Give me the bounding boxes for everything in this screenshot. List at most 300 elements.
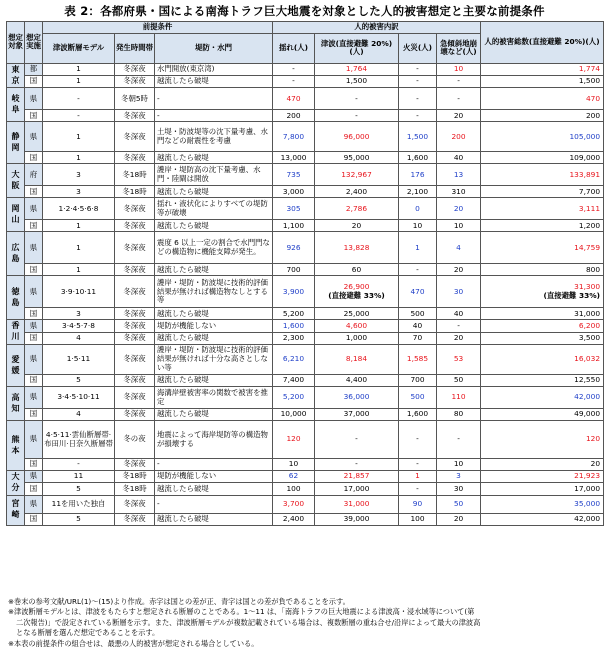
prefecture-name: 宮崎 — [7, 495, 25, 525]
fire-cell: 0 — [399, 198, 437, 220]
table-row — [7, 76, 604, 88]
tsunami-model-cell: 4·5·11·雲仙断層帯·布田川·日奈久断層帯 — [43, 421, 115, 459]
tsunami-value: 31,000 — [343, 498, 370, 508]
tsunami-model-cell: 1 — [43, 220, 115, 232]
tsunami-cell — [315, 459, 399, 471]
slope-cell: 10 — [437, 459, 481, 471]
prefecture-name: 徳島 — [7, 276, 25, 320]
shaking-cell: 100 — [273, 483, 315, 495]
time-cell: 冬深夜 — [115, 264, 155, 276]
time-cell: 冬深夜 — [115, 409, 155, 421]
tsunami-cell — [315, 276, 399, 308]
header-target: 想定対象 — [7, 22, 25, 64]
total-cell — [481, 459, 604, 471]
table-row — [7, 198, 604, 220]
levee-cell: 越流したら破堤 — [155, 409, 273, 421]
total-value: 42,000 — [574, 513, 601, 523]
levee-cell: 海溝岸壁被害率の関数で被害を推定 — [155, 387, 273, 409]
slope-cell: - — [437, 76, 481, 88]
slope-cell: 30 — [437, 276, 481, 308]
total-cell — [481, 88, 604, 110]
tsunami-cell — [315, 88, 399, 110]
fire-cell: - — [399, 459, 437, 471]
time-cell: 冬18時 — [115, 186, 155, 198]
tsunami-model-cell: 11 — [43, 471, 115, 483]
total-value: 1,200 — [578, 220, 601, 230]
implementer-cell: 国 — [25, 513, 43, 525]
fire-cell: 70 — [399, 332, 437, 344]
tsunami-model-cell: 1 — [43, 63, 115, 75]
header-levee: 堤防・水門 — [155, 33, 273, 63]
time-cell: 冬深夜 — [115, 152, 155, 164]
slope-cell: - — [437, 320, 481, 332]
total-value: 49,000 — [574, 409, 601, 419]
time-cell: 冬18時 — [115, 164, 155, 186]
table-row — [7, 264, 604, 276]
fire-cell: 1,585 — [399, 345, 437, 375]
fire-cell: - — [399, 110, 437, 122]
fire-cell: 100 — [399, 513, 437, 525]
total-value: 470 — [585, 93, 601, 103]
time-cell: 冬深夜 — [115, 276, 155, 308]
total-cell — [481, 471, 604, 483]
time-cell: 冬の夜 — [115, 421, 155, 459]
tsunami-value: 8,184 — [345, 354, 368, 364]
prefecture-name: 高知 — [7, 387, 25, 421]
shaking-cell: 5,200 — [273, 308, 315, 320]
header-damage-breakdown: 人的被害内訳 — [273, 22, 481, 34]
prefecture-name: 岐阜 — [7, 88, 25, 122]
tsunami-value: 37,000 — [343, 409, 370, 419]
implementer-cell: 県 — [25, 198, 43, 220]
tsunami-model-cell: - — [43, 459, 115, 471]
shaking-cell: - — [273, 76, 315, 88]
total-value: 31,300 — [574, 282, 601, 292]
time-cell: 冬深夜 — [115, 320, 155, 332]
levee-cell: 護岸・堤防・防波堤に技術的評価結果が無ければ十分な高さとしない等 — [155, 345, 273, 375]
fire-cell: 500 — [399, 308, 437, 320]
tsunami-model-cell: 5 — [43, 375, 115, 387]
slope-cell: 53 — [437, 345, 481, 375]
total-sub: (直接避難 33%) — [543, 290, 601, 300]
tsunami-cell — [315, 332, 399, 344]
shaking-cell: 120 — [273, 421, 315, 459]
levee-cell: 越流したら破堤 — [155, 264, 273, 276]
shaking-cell: 6,210 — [273, 345, 315, 375]
slope-cell: 50 — [437, 495, 481, 513]
levee-cell: - — [155, 495, 273, 513]
time-cell: 冬朝5時 — [115, 88, 155, 110]
tsunami-value: 1,000 — [345, 332, 368, 342]
levee-cell: 地震によって海岸堤防等の構造物が損壊する — [155, 421, 273, 459]
time-cell: 冬深夜 — [115, 232, 155, 264]
tsunami-value: 13,828 — [343, 242, 370, 252]
implementer-cell: 県 — [25, 122, 43, 152]
shaking-cell: 1,600 — [273, 320, 315, 332]
slope-cell: 10 — [437, 220, 481, 232]
implementer-cell: 国 — [25, 483, 43, 495]
time-cell: 冬18時 — [115, 471, 155, 483]
header-time: 発生時間帯 — [115, 33, 155, 63]
time-cell: 冬深夜 — [115, 110, 155, 122]
total-value: 120 — [585, 434, 601, 444]
table-row — [7, 110, 604, 122]
prefecture-name: 香川 — [7, 320, 25, 345]
tsunami-model-cell: 3·4·5·10·11 — [43, 387, 115, 409]
tsunami-value: 20 — [351, 220, 362, 230]
total-cell — [481, 76, 604, 88]
header-total: 人的被害総数(直接避難 20%)(人) — [481, 22, 604, 64]
table-row — [7, 122, 604, 152]
footnote: となる断層を選んだ想定であることを示す。 — [16, 628, 160, 638]
total-cell — [481, 409, 604, 421]
tsunami-model-cell: - — [43, 110, 115, 122]
tsunami-model-cell: 1·5·11 — [43, 345, 115, 375]
tsunami-cell — [315, 421, 399, 459]
levee-cell: 越流したら破堤 — [155, 308, 273, 320]
levee-cell: 越流したら破堤 — [155, 76, 273, 88]
implementer-cell: 県 — [25, 495, 43, 513]
slope-cell: 80 — [437, 409, 481, 421]
table-row — [7, 164, 604, 186]
tsunami-model-cell: 1 — [43, 76, 115, 88]
tsunami-cell — [315, 320, 399, 332]
fire-cell: 10 — [399, 220, 437, 232]
implementer-cell: 県 — [25, 421, 43, 459]
implementer-cell: 国 — [25, 332, 43, 344]
slope-cell: 20 — [437, 513, 481, 525]
total-value: 200 — [585, 110, 601, 120]
tsunami-cell — [315, 122, 399, 152]
time-cell: 冬深夜 — [115, 76, 155, 88]
time-cell: 冬深夜 — [115, 345, 155, 375]
tsunami-cell — [315, 387, 399, 409]
slope-cell: 200 — [437, 122, 481, 152]
shaking-cell: 62 — [273, 471, 315, 483]
table-row — [7, 495, 604, 513]
fire-cell: - — [399, 88, 437, 110]
total-value: 109,000 — [569, 152, 601, 162]
time-cell: 冬深夜 — [115, 63, 155, 75]
implementer-cell: 国 — [25, 186, 43, 198]
header-fire: 火災(人) — [399, 33, 437, 63]
total-cell — [481, 495, 604, 513]
shaking-cell: 735 — [273, 164, 315, 186]
tsunami-value: 132,967 — [341, 169, 372, 179]
total-cell — [481, 320, 604, 332]
prefecture-name: 静岡 — [7, 122, 25, 164]
total-cell — [481, 483, 604, 495]
tsunami-value: 25,000 — [343, 308, 370, 318]
tsunami-model-cell: - — [43, 88, 115, 110]
total-value: 17,000 — [574, 483, 601, 493]
table-row — [7, 152, 604, 164]
tsunami-value: - — [355, 459, 358, 469]
fire-cell: 1 — [399, 232, 437, 264]
shaking-cell: 3,000 — [273, 186, 315, 198]
tsunami-model-cell: 3·4·5·7·8 — [43, 320, 115, 332]
prefecture-name: 岡山 — [7, 198, 25, 232]
tsunami-model-cell: 3·9·10·11 — [43, 276, 115, 308]
table-row — [7, 421, 604, 459]
fire-cell: 470 — [399, 276, 437, 308]
slope-cell: 30 — [437, 483, 481, 495]
table-row — [7, 483, 604, 495]
implementer-cell: 国 — [25, 110, 43, 122]
tsunami-model-cell: 5 — [43, 513, 115, 525]
levee-cell: 護岸・堤防高の沈下量考慮、水門・陸閘は開放 — [155, 164, 273, 186]
total-cell — [481, 387, 604, 409]
shaking-cell: 1,100 — [273, 220, 315, 232]
shaking-cell: 2,400 — [273, 513, 315, 525]
header-tsunami: 津波(直接避難 20%)(人) — [315, 33, 399, 63]
table-row — [7, 387, 604, 409]
total-value: 16,032 — [574, 354, 601, 364]
tsunami-value: 95,000 — [343, 152, 370, 162]
total-cell — [481, 152, 604, 164]
table-row — [7, 409, 604, 421]
levee-cell: 護岸・堤防・防波堤に技術的評価結果が無ければ構造物なしとする等 — [155, 276, 273, 308]
tsunami-cell — [315, 220, 399, 232]
tsunami-model-cell: 1·2·4·5·6·8 — [43, 198, 115, 220]
shaking-cell: 5,200 — [273, 387, 315, 409]
fire-cell: 500 — [399, 387, 437, 409]
implementer-cell: 県 — [25, 232, 43, 264]
tsunami-cell — [315, 63, 399, 75]
implementer-cell: 県 — [25, 387, 43, 409]
footnote: ※津波断層モデルとは、津波をもたらすと想定される断層のことである。1～11 は、「南海トラフの巨大地震による津波高・浸水域等について(第 — [8, 607, 475, 617]
levee-cell: 揺れ・液状化によりすべての堤防等が破壊 — [155, 198, 273, 220]
fire-cell: 1,500 — [399, 122, 437, 152]
tsunami-value: 39,000 — [343, 513, 370, 523]
levee-cell: - — [155, 459, 273, 471]
time-cell: 冬深夜 — [115, 459, 155, 471]
total-value: 31,000 — [574, 308, 601, 318]
fire-cell: 40 — [399, 320, 437, 332]
time-cell: 冬深夜 — [115, 375, 155, 387]
slope-cell: 40 — [437, 152, 481, 164]
fire-cell: 700 — [399, 375, 437, 387]
tsunami-model-cell: 1 — [43, 232, 115, 264]
time-cell: 冬深夜 — [115, 308, 155, 320]
tsunami-value: 96,000 — [343, 131, 370, 141]
shaking-cell: 700 — [273, 264, 315, 276]
levee-cell: 越流したら破堤 — [155, 483, 273, 495]
tsunami-cell — [315, 198, 399, 220]
total-value: 42,000 — [574, 392, 601, 402]
tsunami-cell — [315, 345, 399, 375]
shaking-cell: 2,300 — [273, 332, 315, 344]
tsunami-value: 2,400 — [345, 186, 368, 196]
shaking-cell: 926 — [273, 232, 315, 264]
total-value: 800 — [585, 264, 601, 274]
table-row — [7, 232, 604, 264]
slope-cell: 20 — [437, 264, 481, 276]
total-cell — [481, 332, 604, 344]
total-value: 12,550 — [574, 375, 601, 385]
levee-cell: 土堤・防波堤等の沈下量考慮、水門などの耐震性を考慮 — [155, 122, 273, 152]
tsunami-value: - — [355, 110, 358, 120]
tsunami-cell — [315, 164, 399, 186]
levee-cell: 水門開放(東京湾) — [155, 63, 273, 75]
table-row — [7, 332, 604, 344]
table-row — [7, 186, 604, 198]
total-value: 21,923 — [574, 471, 601, 481]
fire-cell: - — [399, 264, 437, 276]
tsunami-model-cell: 5 — [43, 483, 115, 495]
prefecture-name: 大阪 — [7, 164, 25, 198]
fire-cell: - — [399, 483, 437, 495]
tsunami-value: 4,600 — [345, 320, 368, 330]
shaking-cell: 7,800 — [273, 122, 315, 152]
tsunami-model-cell: 4 — [43, 332, 115, 344]
tsunami-model-cell: 1 — [43, 152, 115, 164]
shaking-cell: 7,400 — [273, 375, 315, 387]
table-row — [7, 63, 604, 75]
total-value: 14,759 — [574, 242, 601, 252]
tsunami-value: 1,764 — [345, 64, 368, 74]
total-cell — [481, 220, 604, 232]
total-value: 6,200 — [578, 320, 601, 330]
time-cell: 冬深夜 — [115, 198, 155, 220]
levee-cell: 越流したら破堤 — [155, 513, 273, 525]
tsunami-cell — [315, 513, 399, 525]
shaking-cell: 200 — [273, 110, 315, 122]
slope-cell: 310 — [437, 186, 481, 198]
shaking-cell: 10,000 — [273, 409, 315, 421]
tsunami-cell — [315, 409, 399, 421]
total-cell — [481, 232, 604, 264]
table-row — [7, 308, 604, 320]
total-value: 35,000 — [574, 498, 601, 508]
shaking-cell: 3,900 — [273, 276, 315, 308]
fire-cell: 1 — [399, 471, 437, 483]
total-value: 1,774 — [578, 64, 601, 74]
implementer-cell: 国 — [25, 409, 43, 421]
total-cell — [481, 164, 604, 186]
tsunami-value: - — [355, 93, 358, 103]
tsunami-cell — [315, 232, 399, 264]
time-cell: 冬深夜 — [115, 513, 155, 525]
table-row — [7, 513, 604, 525]
prefecture-name: 熊本 — [7, 421, 25, 471]
table-row — [7, 375, 604, 387]
tsunami-value: 21,857 — [343, 471, 370, 481]
total-value: 1,500 — [578, 76, 601, 86]
levee-cell: 越流したら破堤 — [155, 152, 273, 164]
total-cell — [481, 276, 604, 308]
tsunami-model-cell: 4 — [43, 409, 115, 421]
levee-cell: 越流したら破堤 — [155, 332, 273, 344]
fire-cell: 90 — [399, 495, 437, 513]
levee-cell: 越流したら破堤 — [155, 220, 273, 232]
header-tsunami-model: 津波断層モデル — [43, 33, 115, 63]
tsunami-value: 36,000 — [343, 392, 370, 402]
implementer-cell: 国 — [25, 220, 43, 232]
table-row — [7, 471, 604, 483]
slope-cell: 50 — [437, 375, 481, 387]
total-value: 7,700 — [578, 186, 601, 196]
levee-cell: 震度 6 以上一定の割合で水門門などの構造物に機能支障が発生。 — [155, 232, 273, 264]
slope-cell: 10 — [437, 63, 481, 75]
header-slope: 急傾斜地崩壊など(人) — [437, 33, 481, 63]
table-row — [7, 276, 604, 308]
total-cell — [481, 421, 604, 459]
implementer-cell: 国 — [25, 152, 43, 164]
time-cell: 冬18時 — [115, 483, 155, 495]
table-title: 表 2：各都府県・国による南海トラフ巨大地震を対象とした人的被害想定と主要な前提条件 — [64, 4, 545, 18]
fire-cell: 2,100 — [399, 186, 437, 198]
implementer-cell: 国 — [25, 375, 43, 387]
levee-cell: 堤防が機能しない — [155, 320, 273, 332]
total-value: 20 — [590, 459, 601, 469]
total-cell — [481, 186, 604, 198]
tsunami-cell — [315, 264, 399, 276]
fire-cell: - — [399, 76, 437, 88]
time-cell: 冬深夜 — [115, 220, 155, 232]
slope-cell: 40 — [437, 308, 481, 320]
levee-cell: - — [155, 110, 273, 122]
implementer-cell: 国 — [25, 76, 43, 88]
implementer-cell: 国 — [25, 264, 43, 276]
fire-cell: 1,600 — [399, 409, 437, 421]
tsunami-cell — [315, 110, 399, 122]
header-shaking: 揺れ(人) — [273, 33, 315, 63]
table-row — [7, 88, 604, 110]
implementer-cell: 県 — [25, 471, 43, 483]
implementer-cell: 都 — [25, 63, 43, 75]
footnote: ※本表の前提条件の組合せは、最悪の人的被害が想定される場合としている。 — [8, 638, 259, 648]
table-row — [7, 220, 604, 232]
total-cell — [481, 122, 604, 152]
time-cell: 冬深夜 — [115, 495, 155, 513]
tsunami-model-cell: 3 — [43, 186, 115, 198]
slope-cell: 20 — [437, 198, 481, 220]
tsunami-value: 4,400 — [345, 375, 368, 385]
slope-cell: 20 — [437, 332, 481, 344]
tsunami-value: - — [355, 434, 358, 444]
time-cell: 冬深夜 — [115, 122, 155, 152]
tsunami-model-cell: 3 — [43, 308, 115, 320]
total-cell — [481, 63, 604, 75]
fire-cell: - — [399, 421, 437, 459]
tsunami-cell — [315, 76, 399, 88]
shaking-cell: 13,000 — [273, 152, 315, 164]
tsunami-value: 17,000 — [343, 483, 370, 493]
total-cell — [481, 345, 604, 375]
time-cell: 冬深夜 — [115, 387, 155, 409]
slope-cell: - — [437, 88, 481, 110]
total-cell — [481, 198, 604, 220]
damage-table — [6, 21, 604, 526]
tsunami-value: 60 — [351, 264, 362, 274]
fire-cell: 176 — [399, 164, 437, 186]
slope-cell: 4 — [437, 232, 481, 264]
levee-cell: 堤防が機能しない — [155, 471, 273, 483]
levee-cell: - — [155, 88, 273, 110]
tsunami-cell — [315, 186, 399, 198]
tsunami-model-cell: 3 — [43, 164, 115, 186]
total-cell — [481, 264, 604, 276]
implementer-cell: 国 — [25, 459, 43, 471]
total-cell — [481, 513, 604, 525]
implementer-cell: 府 — [25, 164, 43, 186]
tsunami-cell — [315, 308, 399, 320]
implementer-cell: 県 — [25, 88, 43, 110]
table-row — [7, 345, 604, 375]
total-cell — [481, 308, 604, 320]
total-cell — [481, 375, 604, 387]
